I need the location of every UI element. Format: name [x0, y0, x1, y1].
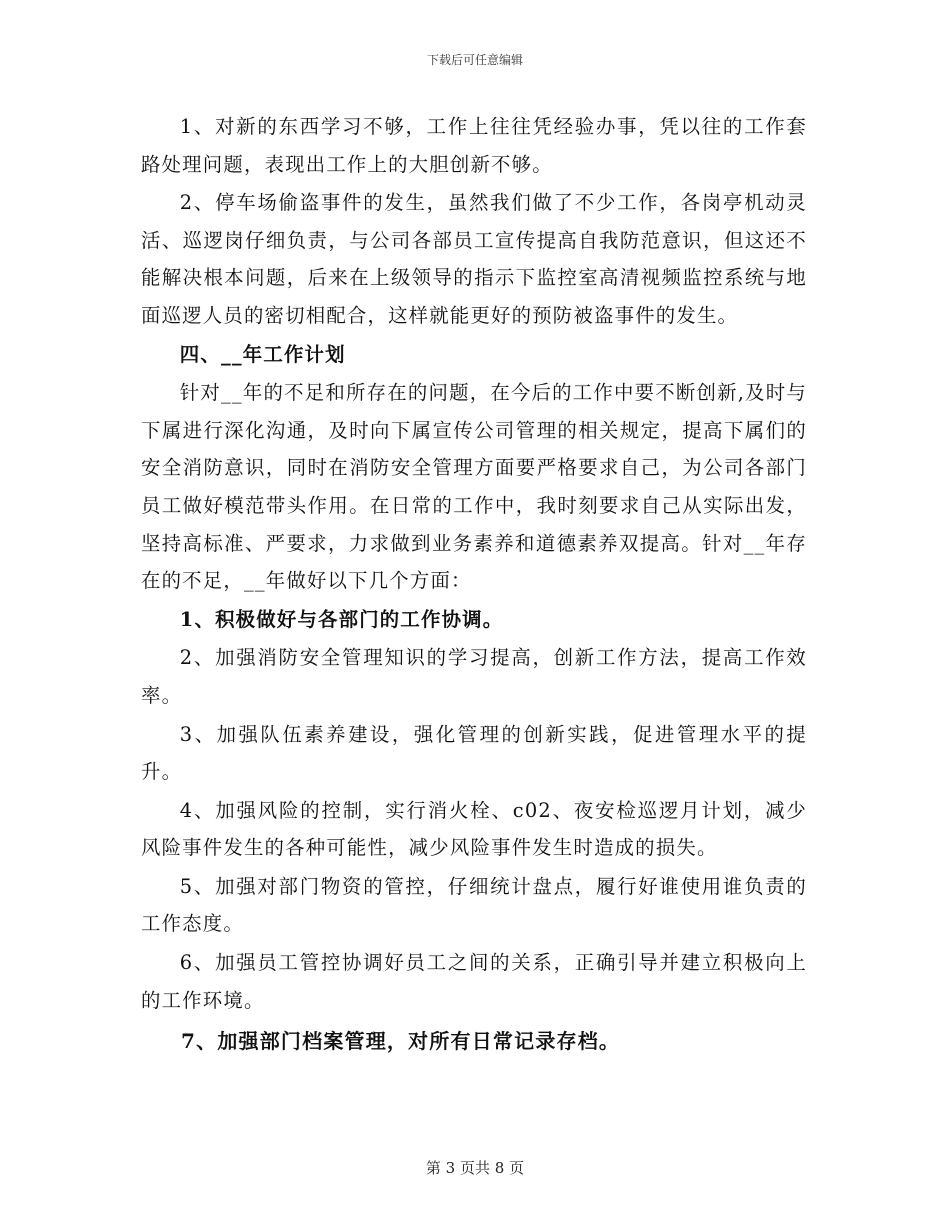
plan-item-5: 5、加强对部门物资的管控，仔细统计盘点，履行好谁使用谁负责的工作态度。: [141, 874, 807, 936]
plan-item-1: 1、积极做好与各部门的工作协调。: [179, 607, 504, 631]
plan-item-4: 4、加强风险的控制，实行消火栓、c02、夜安检巡逻月计划，减少风险事件发生的各种可能性，减少风险事件发生时造成的损失。: [141, 798, 807, 860]
paragraph-plan-intro: 针对__年的不足和所存在的问题，在今后的工作中要不断创新,及时与下属进行深化沟通，及时向下属宣传公司管理的相关规定，提高下属们的安全消防意识，同时在消防安全管理方面要严格要求自己，为公司各部门员工做好模范带头作用。在日常的工作中，我时刻要求自己从实际出发，坚持高标准、严要求，力求做到业务素养和道德素养双提高。针对__年存在的不足，__年做好以下几个方面：: [141, 381, 807, 593]
plan-item-7: 7、加强部门档案管理，对所有日常记录存档。: [181, 1029, 621, 1054]
paragraph-item-2: 2、停车场偷盗事件的发生，虽然我们做了不少工作，各岗亭机动灵活、巡逻岗仔细负责，与公司各部员工宣传提高自我防范意识，但这还不能解决根本问题，后来在上级领导的指示下监控室高清视频监控系统与地面巡逻人员的密切相配合，这样就能更好的预防被盗事件的发生。: [141, 191, 807, 327]
page-header: 下载后可任意编辑: [426, 53, 523, 67]
section-heading-work-plan: 四、__年工作计划: [179, 342, 346, 366]
plan-item-3: 3、加强队伍素养建设，强化管理的创新实践，促进管理水平的提升。: [141, 722, 807, 784]
plan-item-2: 2、加强消防安全管理知识的学习提高，创新工作方法，提高工作效率。: [141, 646, 807, 707]
page-footer-page-number: 第 3 页共 8 页: [425, 1159, 525, 1177]
plan-item-6: 6、加强员工管控协调好员工之间的关系，正确引导并建立积极向上的工作环境。: [141, 951, 807, 1012]
paragraph-item-1: 1、对新的东西学习不够，工作上往往凭经验办事，凭以往的工作套路处理问题，表现出工作上的大胆创新不够。: [141, 115, 807, 176]
document-body: [141, 108, 807, 1062]
